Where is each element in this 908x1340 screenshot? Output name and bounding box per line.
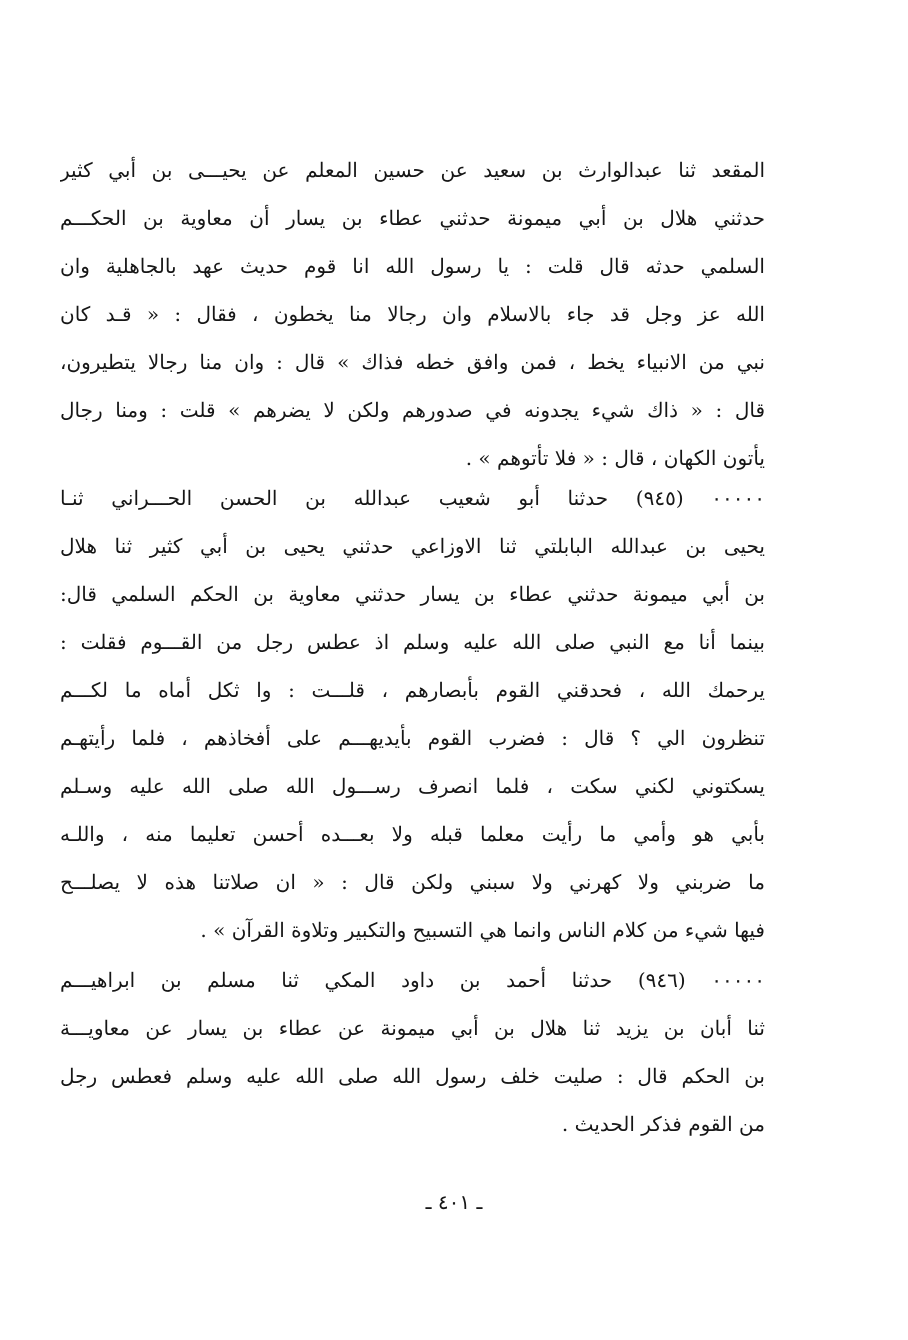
paragraph-hadith-945 xyxy=(60,474,765,954)
paragraph-hadith-946 xyxy=(60,956,765,1148)
text-line: ٠٠٠٠٠ (٩٤٦) حدثنا أحمد بن داود المكي ثنا مسلم بن ابراهيـــم xyxy=(60,968,765,992)
paragraph-hadith-944-continuation xyxy=(60,146,765,482)
text-line: يرحمك الله ، فحدقني القوم بأبصارهم ، قلـــت : وا ثكل أماه ما لكـــم xyxy=(60,678,765,702)
text-line: يأتون الكهان ، قال : « فلا تأتوهم » . xyxy=(465,446,765,470)
text-line: نبي من الانبياء يخط ، فمن وافق خطه فذاك » قال : وان منا رجالا يتطيرون، xyxy=(60,350,765,374)
text-line: يحيى بن عبدالله البابلتي ثنا الاوزاعي حدثني يحيى بن أبي كثير ثنا هلال xyxy=(60,534,765,558)
text-line: ما ضربني ولا كهرني ولا سبني ولكن قال : « ان صلاتنا هذه لا يصلـــح xyxy=(60,870,765,894)
text-line: يسكتوني لكني سكت ، فلما انصرف رســـول الله صلى الله عليه وسـلم xyxy=(60,774,765,798)
text-line: بينما أنا مع النبي صلى الله عليه وسلم اذ عطس رجل من القـــوم فقلت : xyxy=(60,630,765,654)
text-line: بأبي هو وأمي ما رأيت معلما قبله ولا بعـــده أحسن تعليما منه ، واللـه xyxy=(60,822,765,846)
text-line: تنظرون الي ؟ قال : فضرب القوم بأيديهـــم على أفخاذهم ، فلما رأيتهـم xyxy=(60,726,765,750)
text-line: بن أبي ميمونة حدثني عطاء بن يسار حدثني معاوية بن الحكم السلمي قال: xyxy=(60,582,765,606)
text-line: السلمي حدثه قال قلت : يا رسول الله انا قوم حديث عهد بالجاهلية وان xyxy=(60,254,765,278)
text-line: ٠٠٠٠٠ (٩٤٥) حدثنا أبو شعيب عبدالله بن الحسن الحـــراني ثنـا xyxy=(60,486,765,510)
text-line: الله عز وجل قد جاء بالاسلام وان رجالا منا يخطون ، فقال : « قـد كان xyxy=(60,302,765,326)
text-line: من القوم فذكر الحديث . xyxy=(561,1112,765,1136)
text-line: المقعد ثنا عبدالوارث بن سعيد عن حسين المعلم عن يحيـــى بن أبي كثير xyxy=(60,158,765,182)
page-number: ـ ٤٠١ ـ xyxy=(425,1190,483,1214)
text-line: قال : « ذاك شيء يجدونه في صدورهم ولكن لا يضرهم » قلت : ومنا رجال xyxy=(60,398,765,422)
text-line: ثنا أبان بن يزيد ثنا هلال بن أبي ميمونة عن عطاء بن يسار عن معاويـــة xyxy=(60,1016,765,1040)
text-line: بن الحكم قال : صليت خلف رسول الله صلى الله عليه وسلم فعطس رجل xyxy=(60,1064,765,1088)
text-line: فيها شيء من كلام الناس وانما هي التسبيح والتكبير وتلاوة القرآن » . xyxy=(200,918,765,942)
text-line: حدثني هلال بن أبي ميمونة حدثني عطاء بن يسار أن معاوية بن الحكـــم xyxy=(60,206,765,230)
